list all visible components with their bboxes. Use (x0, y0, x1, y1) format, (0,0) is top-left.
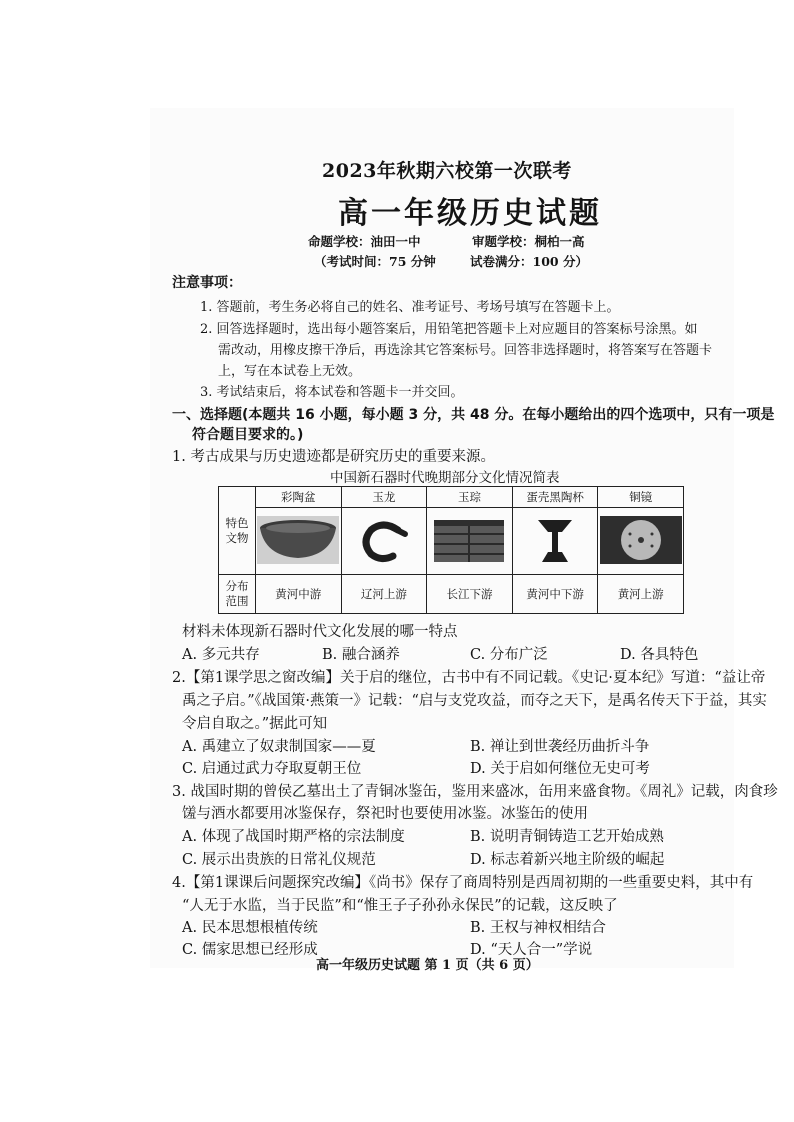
reviewer-school: 审题学校：桐柏一高 (472, 234, 585, 249)
row-label-distribution: 分布 范围 (219, 575, 256, 614)
question-2-line: 令启自取之。”据此可知 (182, 716, 328, 732)
option-a: A. 禹建立了奴隶制国家——夏 (182, 739, 376, 755)
question-2-line: 禹之子启。”《战国策·燕策一》记载：“启与支党攻益，而夺之天下，是禹名传天下于益，其实 (182, 693, 767, 709)
distribution-cell: 辽河上游 (341, 575, 427, 614)
option-c: C. 儒家思想已经形成 (182, 942, 318, 958)
distribution-cell: 黄河上游 (598, 575, 684, 614)
option-d: D. “天人合一”学说 (470, 942, 593, 958)
jade-cong-image (427, 508, 513, 575)
question-1-prompt: 材料未体现新石器时代文化发展的哪一特点 (182, 624, 458, 640)
distribution-cell: 黄河中下游 (512, 575, 598, 614)
bronze-mirror-image (598, 508, 684, 575)
section-heading-cont: 符合题目要求的。) (192, 427, 304, 443)
jade-dragon-image (341, 508, 427, 575)
table-caption: 中国新石器时代晚期部分文化情况简表 (330, 470, 560, 486)
eggshell-black-pottery-cup-image (512, 508, 598, 575)
row-label-artifacts: 特色 文物 (219, 487, 256, 575)
artifact-name: 彩陶盆 (256, 487, 342, 508)
option-a: A. 体现了战国时期严格的宗法制度 (182, 829, 405, 845)
option-c: C. 展示出贵族的日常礼仪规范 (182, 852, 376, 868)
subject-title: 高一年级历史试题 (338, 196, 602, 231)
option-b: B. 禅让到世袭经历曲折斗争 (470, 739, 650, 755)
option-d: D. 标志着新兴地主阶级的崛起 (470, 852, 665, 868)
page-footer: 高一年级历史试题 第 1 页（共 6 页） (316, 958, 539, 973)
distribution-cell: 长江下游 (427, 575, 513, 614)
notice-item: 上，写在本试卷上无效。 (218, 364, 362, 379)
artifact-name: 玉琮 (427, 487, 513, 508)
option-b: B. 王权与神权相结合 (470, 920, 606, 936)
question-2-line: 2.【第1课学思之窗改编】关于启的继位，古书中有不同记载。《史记·夏本纪》写道：“益让帝 (172, 670, 766, 686)
section-heading: 一、选择题(本题共 16 小题，每小题 3 分，共 48 分。在每小题给出的四个选项中，只有一项是 (172, 407, 775, 423)
option-c: C. 分布广泛 (470, 647, 548, 663)
artifact-name: 玉龙 (341, 487, 427, 508)
option-b: B. 说明青铜铸造工艺开始成熟 (470, 829, 664, 845)
setter-school: 命题学校：油田一中 (308, 234, 421, 249)
painted-pottery-basin-image (256, 508, 342, 575)
artifact-name: 铜镜 (598, 487, 684, 508)
notice-item: 需改动，用橡皮擦干净后，再选涂其它答案标号。回答非选择题时，将答案写在答题卡 (218, 343, 713, 358)
notice-item: 1. 答题前，考生务必将自己的姓名、准考证号、考场号填写在答题卡上。 (200, 300, 620, 315)
artifact-name: 蛋壳黑陶杯 (512, 487, 598, 508)
option-a: A. 民本思想根植传统 (182, 920, 318, 936)
distribution-cell: 黄河中游 (256, 575, 342, 614)
notice-item: 2. 回答选择题时，选出每小题答案后，用铅笔把答题卡上对应题目的答案标号涂黑。如 (200, 322, 698, 337)
option-d: D. 各具特色 (620, 647, 699, 663)
full-score: 试卷满分：100 分） (470, 254, 588, 269)
exam-time: （考试时间：75 分钟 (314, 254, 436, 269)
option-a: A. 多元共存 (182, 647, 260, 663)
culture-table (218, 486, 684, 614)
option-c: C. 启通过武力夺取夏朝王位 (182, 761, 362, 777)
exam-title: 2023年秋期六校第一次联考 (322, 160, 572, 182)
option-b: B. 融合涵养 (322, 647, 400, 663)
question-3-line: 馐与酒水都要用冰鉴保存，祭祀时也要使用冰鉴。冰鉴缶的使用 (182, 806, 588, 822)
question-3-line: 3. 战国时期的曾侯乙墓出土了青铜冰鉴缶，鉴用来盛冰，缶用来盛食物。《周礼》记载，肉食珍 (172, 784, 778, 800)
option-d: D. 关于启如何继位无史可考 (470, 761, 650, 777)
question-4-line: 4.【第1课课后问题探究改编】《尚书》保存了商周特别是西周初期的一些重要史料，其中有 (172, 875, 754, 891)
question-4-line: “人无于水监，当于民监”和“惟王子子孙孙永保民”的记载，这反映了 (182, 898, 618, 914)
question-1-stem: 1. 考古成果与历史遗迹都是研究历史的重要来源。 (172, 449, 495, 465)
notice-heading: 注意事项： (172, 275, 242, 291)
notice-item: 3. 考试结束后，将本试卷和答题卡一并交回。 (200, 385, 464, 400)
